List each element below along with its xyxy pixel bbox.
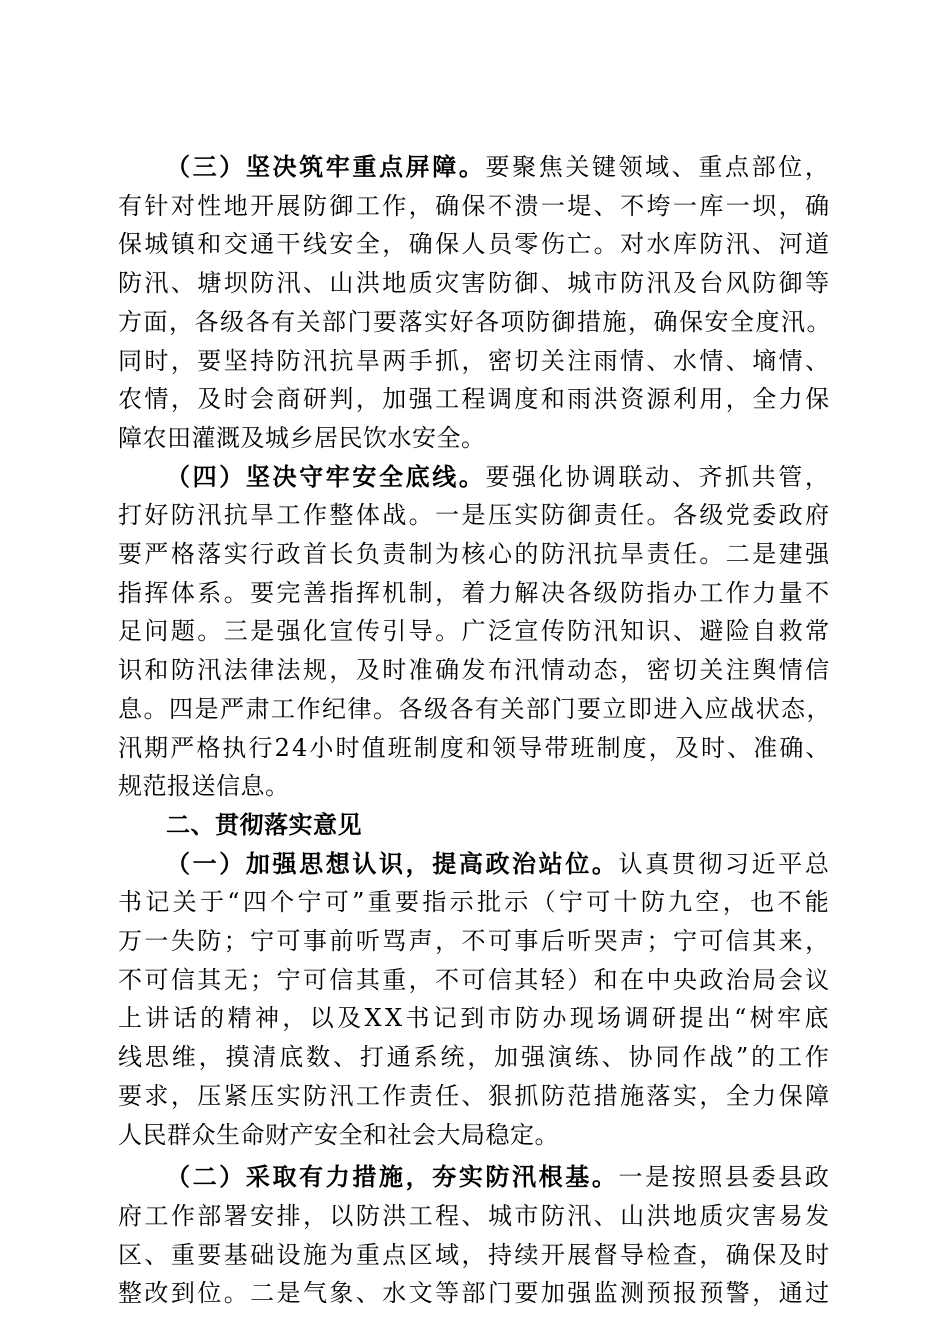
text-line: 要求，压紧压实防汛工作责任、狠抓防范措施落实，全力保障: [118, 1081, 832, 1110]
section-lead: （四）坚决守牢安全底线。: [166, 461, 486, 491]
text-line: 汛期严格执行24小时值班制度和领导带班制度，及时、准确、: [118, 733, 832, 762]
text-line: 指挥体系。要完善指挥机制，着力解决各级防指办工作力量不: [118, 578, 832, 607]
text-line: 上讲话的精神，以及XX书记到市防办现场调研提出“树牢底: [118, 1004, 832, 1033]
text-line: 保城镇和交通干线安全，确保人员零伤亡。对水库防汛、河道: [118, 230, 832, 259]
text-line: 打好防汛抗旱工作整体战。一是压实防御责任。各级党委政府: [118, 501, 832, 530]
text-line: 线思维，摸清底数、打通系统，加强演练、协同作战”的工作: [118, 1043, 832, 1072]
document-body: [118, 148, 832, 1313]
text-line: 障农田灌溉及城乡居民饮水安全。: [118, 423, 486, 452]
text-line: 方面，各级各有关部门要落实好各项防御措施，确保安全度汛。: [118, 307, 832, 336]
text-line: 府工作部署安排，以防洪工程、城市防汛、山洪地质灾害易发: [118, 1201, 832, 1230]
text-line: 人民群众生命财产安全和社会大局稳定。: [118, 1120, 559, 1149]
text-line: [118, 845, 832, 884]
text-line: 有针对性地开展防御工作，确保不溃一堤、不垮一库一坝，确: [118, 191, 832, 220]
text-line: 要严格落实行政首长负责制为核心的防汛抗旱责任。二是建强: [118, 540, 832, 569]
paragraph-item-1: [118, 845, 832, 1155]
text-line-rest: 一是按照县委县政: [618, 1163, 832, 1192]
text-line-rest: 认真贯彻习近平总: [618, 849, 832, 878]
text-line: 识和防汛法律法规，及时准确发布汛情动态，密切关注舆情信: [118, 656, 832, 685]
text-line: 万一失防；宁可事前听骂声，不可事后听哭声；宁可信其来，: [118, 927, 832, 956]
text-line: 息。四是严肃工作纪律。各级各有关部门要立即进入应战状态，: [118, 694, 832, 723]
text-line: 同时，要坚持防汛抗旱两手抓，密切关注雨情、水情、墒情、: [118, 346, 832, 375]
text-line: 规范报送信息。: [118, 772, 290, 801]
text-line-rest: 要聚焦关键领域、重点部位，: [485, 153, 832, 181]
text-line: 农情，及时会商研判，加强工程调度和雨洪资源利用，全力保: [118, 385, 832, 414]
text-line: 区、重要基础设施为重点区域，持续开展督导检查，确保及时: [118, 1240, 832, 1269]
text-line: 整改到位。二是气象、水文等部门要加强监测预报预警，通过: [118, 1279, 832, 1308]
section-lead: （一）加强思想认识，提高政治站位。: [166, 848, 619, 878]
text-line-rest: 要强化协调联动、齐抓共管，: [485, 462, 832, 491]
section-heading: 二、贯彻落实意见: [166, 810, 362, 839]
text-line: [118, 458, 832, 497]
text-line: 足问题。三是强化宣传引导。广泛宣传防汛知识、避险自救常: [118, 617, 832, 646]
text-line: [118, 148, 832, 187]
paragraph-section-4: [118, 458, 832, 806]
paragraph-item-2: [118, 1158, 832, 1313]
section-lead: （二）采取有力措施，夯实防汛根基。: [166, 1162, 619, 1192]
section-lead: （三）坚决筑牢重点屏障。: [166, 152, 486, 181]
text-line: 书记关于“四个宁可”重要指示批示（宁可十防九空，也不能: [118, 888, 833, 917]
text-line: 防汛、塘坝防汛、山洪地质灾害防御、城市防汛及台风防御等: [118, 269, 832, 298]
text-line: [118, 1158, 832, 1197]
text-line: 不可信其无；宁可信其重，不可信其轻）和在中央政治局会议: [118, 965, 832, 994]
paragraph-section-3: [118, 148, 832, 458]
